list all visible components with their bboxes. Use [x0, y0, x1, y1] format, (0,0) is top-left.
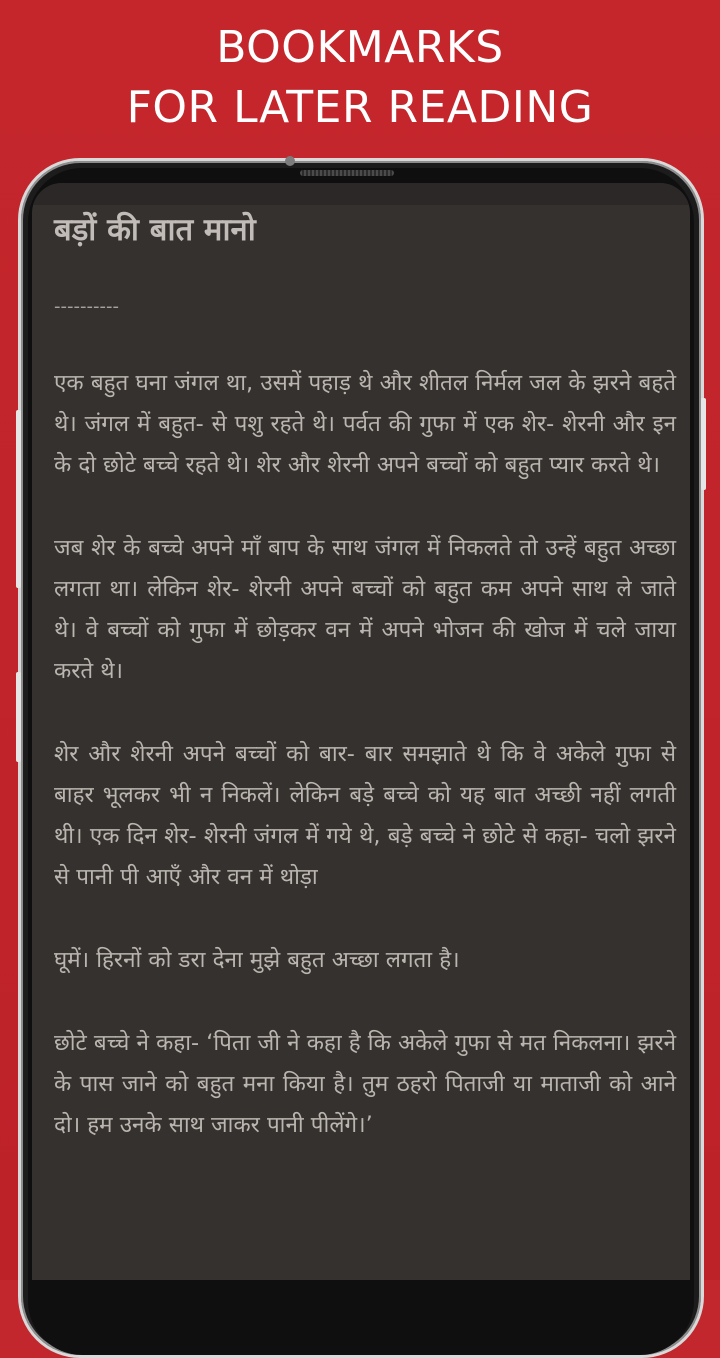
- story-paragraph-4: घूमें। हिरनों को डरा देना मुझे बहुत अच्छा लगता है।: [54, 947, 460, 973]
- phone-volume-button: [16, 410, 21, 588]
- earpiece-speaker: [300, 170, 394, 176]
- story-paragraph-5: छोटे बच्चे ने कहा- ‘पिता जी ने कहा है कि अकेले गुफा से मत निकलना। झरने के पास जाने को बहुत मना किया है। तुम ठहरो पिताजी या माताजी को आने दो। हम उनके साथ जाकर पानी पीलेंगे।’: [54, 1030, 676, 1138]
- story-paragraph-2: जब शेर के बच्चे अपने माँ बाप के साथ जंगल में निकलते तो उन्हें बहुत अच्छा लगता था। लेकिन शेर- शेरनी अपने बच्चों को बहुत कम अपने साथ ले जाते थे। वे बच्चों को गुफा में छोड़कर वन में अपने भोजन की खोज में चले जाया करते थे।: [54, 535, 676, 684]
- story-paragraph-1: एक बहुत घना जंगल था, उसमें पहाड़ थे और शीतल निर्मल जल के झरने बहते थे। जंगल में बहुत- से पशु रहते थे। पर्वत की गुफा में एक शेर- शेरनी और इन के दो छोटे बच्चे रहते थे। शेर और शेरनी अपने बच्चों को बहुत प्यार करते थे।: [54, 370, 676, 478]
- phone-side-button: [16, 672, 21, 762]
- front-camera-sensor: [285, 156, 295, 166]
- headline-line-1: BOOKMARKS: [216, 22, 504, 73]
- headline-line-2: FOR LATER READING: [126, 82, 594, 133]
- reader-screen[interactable]: [32, 183, 690, 1280]
- phone-power-button: [701, 398, 706, 490]
- promo-headline: [0, 18, 720, 138]
- title-divider: ----------: [54, 296, 119, 317]
- story-title: बड़ों की बात मानो: [54, 212, 256, 248]
- reader-content[interactable]: [54, 203, 676, 1168]
- story-paragraph-3: शेर और शेरनी अपने बच्चों को बार- बार समझाते थे कि वे अकेले गुफा से बाहर भूलकर भी न निकलें। लेकिन बड़े बच्चे को यह बात अच्छी नहीं लगती थी। एक दिन शेर- शेरनी जंगल में गये थे, बड़े बच्चे ने छोटे से कहा- चलो झरने से पानी पी आएँ और वन में थोड़ा: [54, 741, 676, 890]
